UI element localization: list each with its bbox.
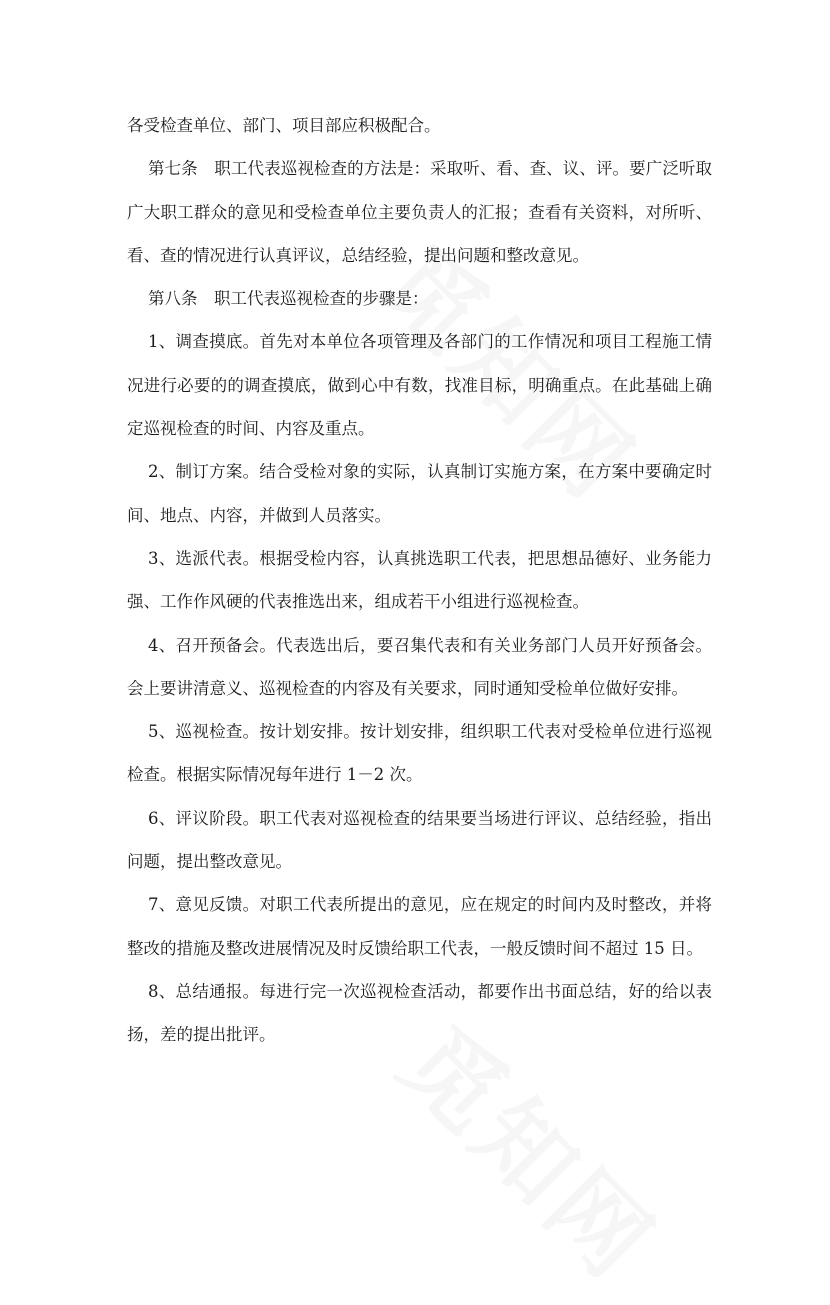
- document-page: [127, 104, 712, 1057]
- step-1-paragraph: 1、调查摸底。首先对本单位各项管理及各部门的工作情况和项目工程施工情况进行必要的的调查摸底，做到心中有数，找准目标，明确重点。在此基础上确定巡视检查的时间、内容及重点。: [127, 332, 712, 439]
- step-5-paragraph: 5、巡视检查。按计划安排。按计划安排，组织职工代表对受检单位进行巡视检查。根据实际情况每年进行 1－2 次。: [127, 722, 712, 785]
- step-4-paragraph: 4、召开预备会。代表选出后，要召集代表和有关业务部门人员开好预备会。会上要讲清意义、巡视检查的内容及有关要求，同时通知受检单位做好安排。: [127, 635, 712, 698]
- step-6-paragraph: 6、评议阶段。职工代表对巡视检查的结果要当场进行评议、总结经验，指出问题，提出整改意见。: [127, 808, 712, 872]
- paragraph-article-8: 第八条 职工代表巡视检查的步骤是：: [148, 289, 429, 309]
- step-3-paragraph: 3、选派代表。根据受检内容，认真挑选职工代表，把思想品德好、业务能力强、工作作风硬的代表推选出来，组成若干小组进行巡视检查。: [127, 548, 712, 612]
- paragraph-continued: 各受检查单位、部门、项目部应积极配合。: [127, 116, 441, 135]
- step-8-paragraph: 8、总结通报。每进行完一次巡视检查活动，都要作出书面总结，好的给以表扬，差的提出批评。: [127, 981, 712, 1045]
- paragraph-article-7: 第七条 职工代表巡视检查的方法是：采取听、看、查、议、评。要广泛听取广大职工群众的意见和受检查单位主要负责人的汇报；查看有关资料，对所听、看、查的情况进行认真评议，总结经验，提出问题和整改意见。: [127, 159, 712, 265]
- step-7-paragraph: 7、意见反馈。对职工代表所提出的意见，应在规定的时间内及时整改，并将整改的措施及整改进展情况及时反馈给职工代表，一般反馈时间不超过 15 日。: [127, 895, 712, 958]
- step-2-paragraph: 2、制订方案。结合受检对象的实际，认真制订实施方案，在方案中要确定时间、地点、内容，并做到人员落实。: [127, 462, 712, 525]
